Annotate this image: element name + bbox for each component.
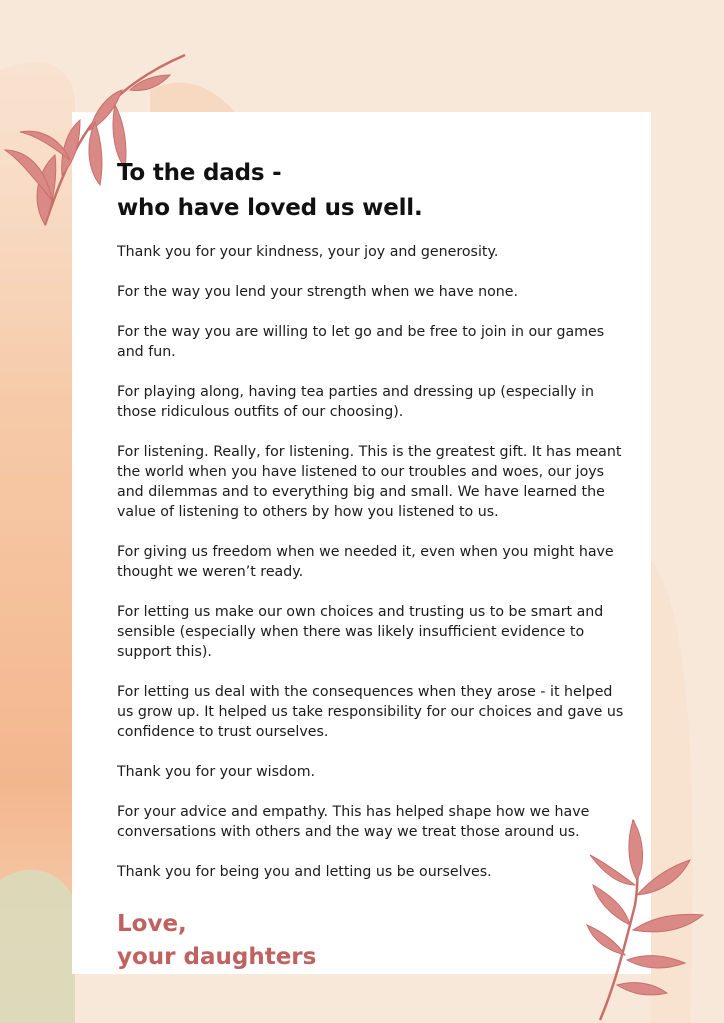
paragraph: For the way you are willing to let go and be free to join in our games and fun. bbox=[117, 324, 605, 360]
paragraph: For your advice and empathy. This has helped shape how we have conversations with others and the way we treat those around us. bbox=[117, 804, 590, 840]
signoff-line-1: Love, bbox=[117, 911, 187, 937]
paragraph: For playing along, having tea parties and dressing up (especially in those ridiculous outfits of our choosing). bbox=[117, 384, 594, 420]
paragraph: For giving us freedom when we needed it, even when you might have thought we weren’t ready. bbox=[117, 544, 614, 580]
letter-content bbox=[117, 156, 633, 974]
paragraph: Thank you for your wisdom. bbox=[117, 764, 316, 780]
letter-signoff bbox=[117, 908, 633, 974]
paragraph: For letting us deal with the consequences when they arose - it helped us grow up. It helped us take responsibility for our choices and gave us confidence to trust ourselves. bbox=[117, 684, 624, 740]
title-line-1: To the dads - bbox=[117, 160, 282, 186]
paragraph: For listening. Really, for listening. This is the greatest gift. It has meant the world when you have listened to our troubles and woes, our joys and dilemmas and to everything big and small. We have learned the value of listening to others by how you listened to us. bbox=[117, 444, 622, 520]
paragraph: For letting us make our own choices and trusting us to be smart and sensible (especially when there was likely insufficient evidence to support this). bbox=[117, 604, 604, 660]
paragraph: Thank you for your kindness, your joy and generosity. bbox=[117, 244, 499, 260]
paragraph: Thank you for being you and letting us be ourselves. bbox=[117, 864, 492, 880]
title-line-2: who have loved us well. bbox=[117, 195, 423, 221]
paragraph: For the way you lend your strength when we have none. bbox=[117, 284, 518, 300]
letter-title bbox=[117, 156, 633, 226]
signoff-line-2: your daughters bbox=[117, 944, 317, 970]
